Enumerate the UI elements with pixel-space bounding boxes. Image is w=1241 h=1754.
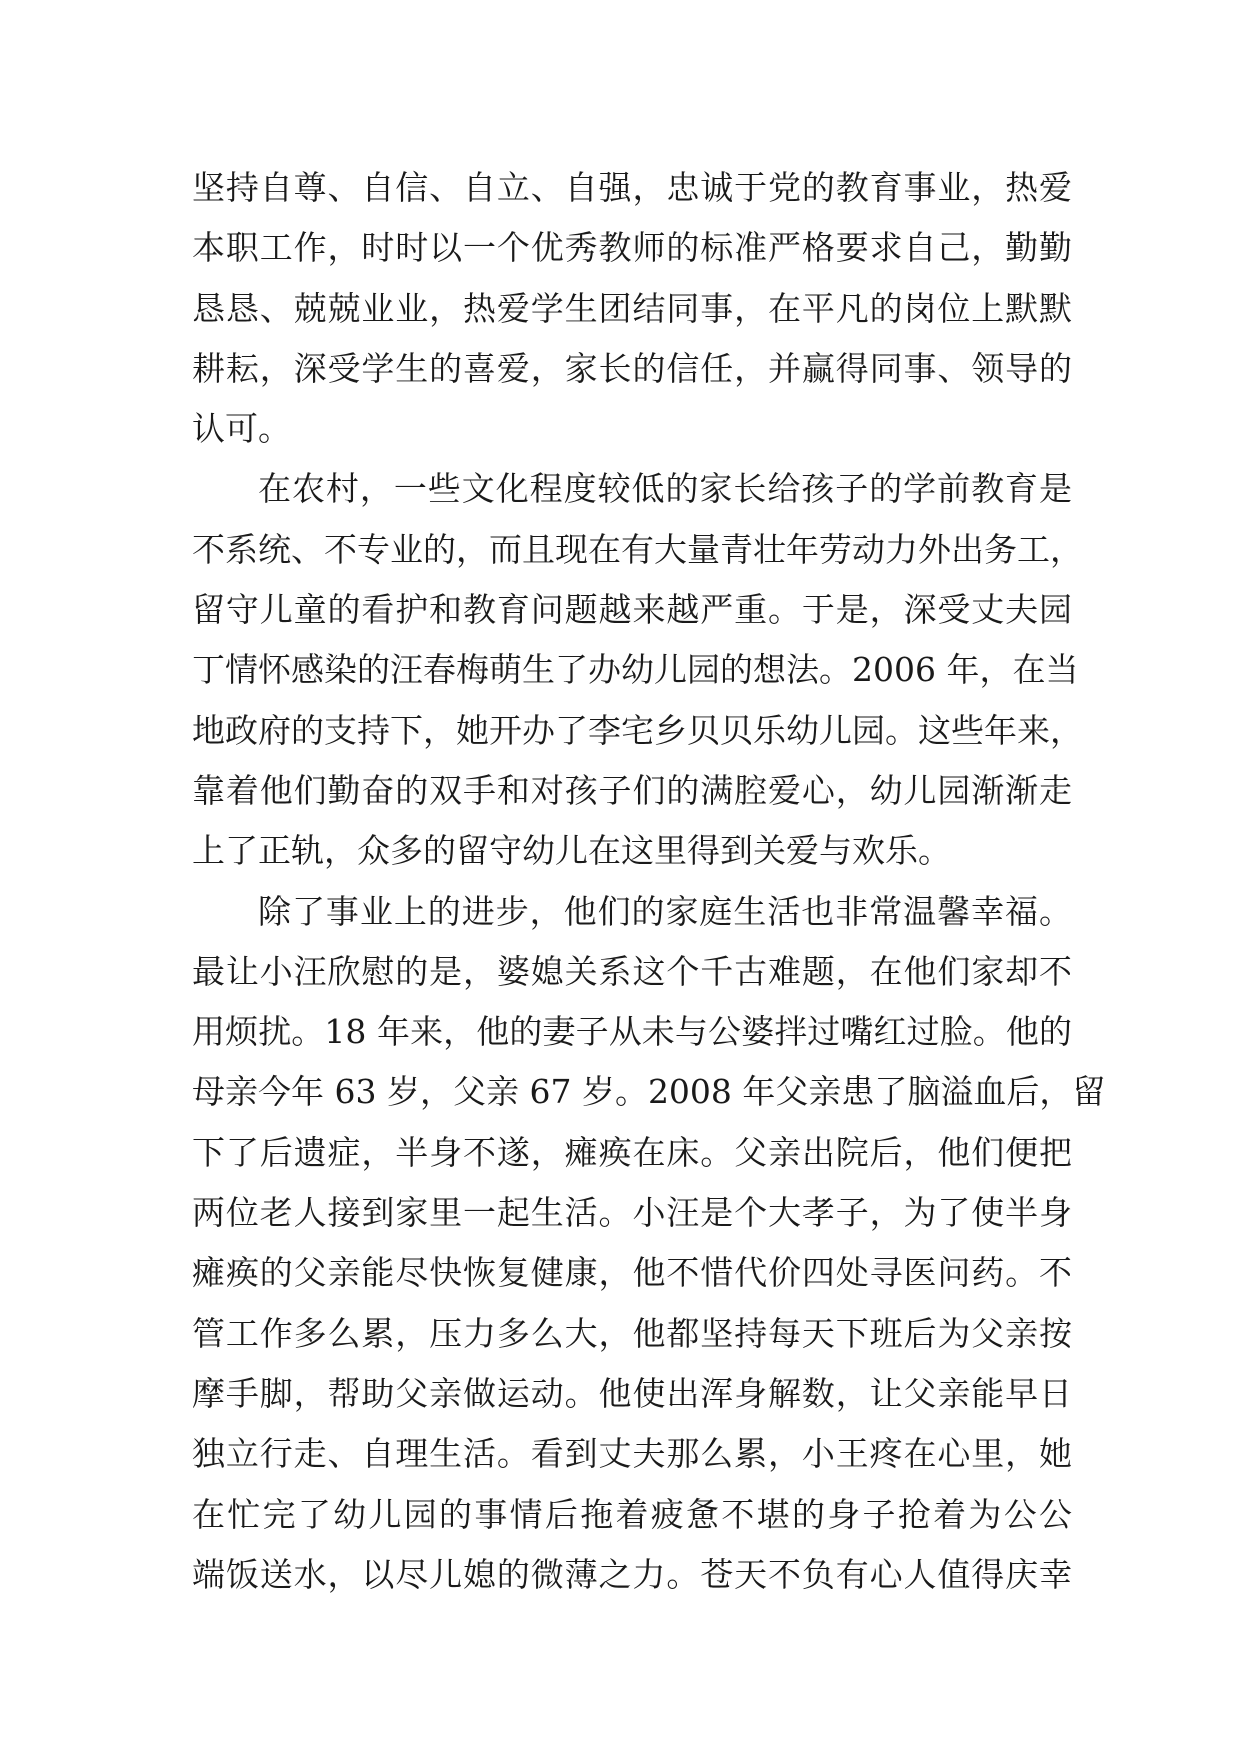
paragraph — [192, 882, 1106, 1606]
text-line: 端饭送水，以尽儿媳的微薄之力。苍天不负有心人值得庆幸 — [192, 1554, 1072, 1594]
paragraph — [192, 459, 1083, 881]
text-line: 不系统、不专业的，而且现在有大量青壮年劳动力外出务工， — [192, 529, 1083, 569]
text-line: 摩手脚，帮助父亲做运动。他使出浑身解数，让父亲能早日 — [192, 1373, 1072, 1413]
text-line: 认可。 — [192, 409, 291, 449]
text-line: 丁情怀感染的汪春梅萌生了办幼儿园的想法。2006 年，在当 — [192, 650, 1079, 690]
text-line: 耕耘，深受学生的喜爱，家长的信任，并赢得同事、领导的 — [192, 348, 1072, 388]
text-line: 瘫痪的父亲能尽快恢复健康，他不惜代价四处寻医问药。不 — [192, 1253, 1072, 1293]
body-text — [192, 158, 1106, 1605]
text-line: 本职工作，时时以一个优秀教师的标准严格要求自己，勤勤 — [192, 228, 1072, 268]
text-line: 用烦扰。18 年来，他的妻子从未与公婆拌过嘴红过脸。他的 — [192, 1012, 1072, 1052]
text-line: 管工作多么累，压力多么大，他都坚持每天下班后为父亲按 — [192, 1313, 1072, 1353]
text-line: 在农村，一些文化程度较低的家长给孩子的学前教育是 — [258, 469, 1072, 509]
text-line: 地政府的支持下，她开办了李宅乡贝贝乐幼儿园。这些年来， — [192, 710, 1083, 750]
text-line: 坚持自尊、自信、自立、自强，忠诚于党的教育事业，热爱 — [192, 168, 1072, 207]
text-line: 恳恳、兢兢业业，热爱学生团结同事，在平凡的岗位上默默 — [192, 288, 1072, 328]
text-line: 独立行走、自理生活。看到丈夫那么累，小王疼在心里，她 — [192, 1434, 1072, 1474]
text-line: 最让小汪欣慰的是，婆媳关系这个千古难题，在他们家却不 — [192, 951, 1072, 991]
text-line: 母亲今年 63 岁，父亲 67 岁。2008 年父亲患了脑溢血后，留 — [192, 1072, 1106, 1112]
text-line: 两位老人接到家里一起生活。小汪是个大孝子，为了使半身 — [192, 1193, 1072, 1233]
text-line: 除了事业上的进步，他们的家庭生活也非常温馨幸福。 — [258, 891, 1072, 931]
text-line: 在忙完了幼儿园的事情后拖着疲惫不堪的身子抢着为公公 — [192, 1494, 1072, 1534]
text-line: 留守儿童的看护和教育问题越来越严重。于是，深受丈夫园 — [192, 590, 1072, 630]
paragraph — [192, 158, 1072, 459]
text-line: 下了后遗症，半身不遂，瘫痪在床。父亲出院后，他们便把 — [192, 1132, 1072, 1172]
text-line: 上了正轨，众多的留守幼儿在这里得到关爱与欢乐。 — [192, 831, 951, 871]
text-line: 靠着他们勤奋的双手和对孩子们的满腔爱心，幼儿园渐渐走 — [192, 770, 1072, 810]
